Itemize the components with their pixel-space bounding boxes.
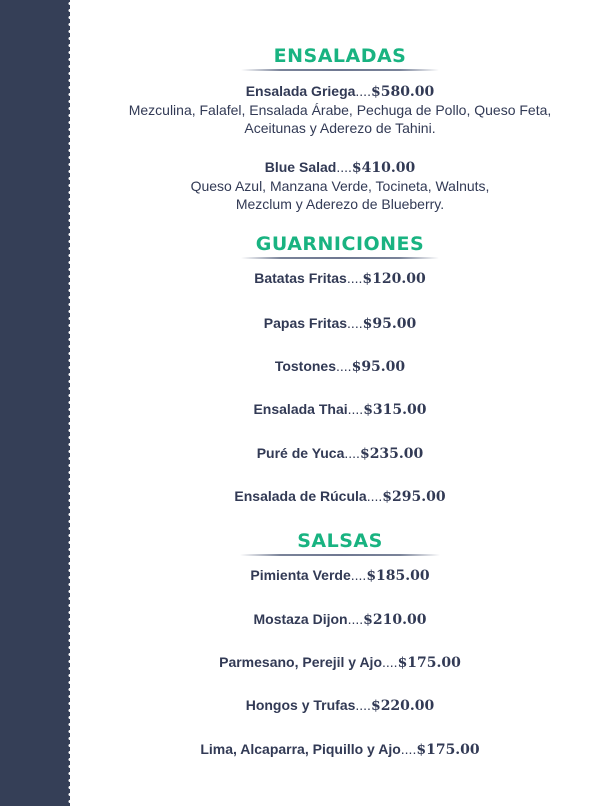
item-name: Ensalada Thai [253, 401, 348, 417]
item-dots: .... [400, 741, 417, 757]
item-description: Queso Azul, Manzana Verde, Tocineta, Walnuts, [190, 178, 490, 194]
section-title: GUARNICIONES [255, 233, 425, 255]
item-price: $315.00 [363, 402, 427, 418]
decorative-side-bar [0, 0, 70, 806]
item-dots: .... [350, 567, 367, 583]
item-price: $120.00 [362, 271, 426, 287]
section-divider [240, 554, 440, 556]
section-ensaladas [95, 45, 585, 71]
section-title: ENSALADAS [273, 45, 407, 67]
item-dots: .... [355, 83, 371, 99]
menu-item [95, 653, 585, 672]
item-description: Mezculina, Falafel, Ensalada Árabe, Pechuga de Pollo, Queso Feta, [128, 102, 552, 118]
item-price: $185.00 [366, 568, 430, 584]
section-salsas [95, 530, 585, 556]
item-dots: .... [382, 654, 398, 670]
item-price: $220.00 [370, 698, 435, 714]
item-price: $580.00 [370, 84, 435, 100]
item-name: Blue Salad [264, 159, 337, 175]
item-price: $295.00 [382, 489, 446, 505]
item-name: Ensalada de Rúcula [234, 488, 367, 504]
menu-item [95, 400, 585, 419]
menu-item [95, 610, 585, 629]
item-dots: .... [355, 697, 371, 713]
item-price: $95.00 [362, 316, 417, 332]
item-name: Mostaza Dijon [253, 611, 348, 627]
item-dots: .... [366, 488, 383, 504]
item-name: Tostones [274, 358, 337, 374]
menu-item [95, 487, 585, 506]
item-name: Pimienta Verde [250, 567, 351, 583]
item-dots: .... [346, 270, 363, 286]
menu-item [95, 444, 585, 463]
section-title: SALSAS [297, 530, 383, 552]
item-name: Puré de Yuca [256, 445, 345, 461]
menu-item [95, 158, 585, 213]
item-dots: .... [347, 611, 364, 627]
section-divider [241, 69, 439, 71]
item-name: Hongos y Trufas [245, 697, 356, 713]
menu-item [95, 566, 585, 585]
item-description: Mezclum y Aderezo de Blueberry. [235, 196, 445, 212]
section-divider [241, 257, 439, 259]
item-name: Parmesano, Perejil y Ajo [219, 654, 382, 670]
section-guarniciones [95, 233, 585, 259]
item-price: $210.00 [363, 612, 427, 628]
item-dots: .... [336, 358, 352, 374]
menu-item [95, 82, 585, 137]
menu-item [95, 314, 585, 333]
item-price: $175.00 [397, 655, 461, 671]
menu-item [95, 357, 585, 376]
item-name: Batatas Fritas [254, 270, 347, 286]
item-price: $95.00 [351, 359, 406, 375]
item-price: $175.00 [416, 742, 480, 758]
menu-item [95, 269, 585, 288]
item-description: Aceitunas y Aderezo de Tahini. [244, 120, 436, 136]
item-price: $410.00 [351, 160, 416, 176]
item-name: Papas Fritas [263, 315, 348, 331]
item-dots: .... [347, 315, 363, 331]
menu-item [95, 696, 585, 715]
item-name: Ensalada Griega [245, 83, 356, 99]
item-dots: .... [347, 401, 364, 417]
item-name: Lima, Alcaparra, Piquillo y Ajo [200, 741, 401, 757]
item-dots: .... [336, 159, 352, 175]
menu-item [95, 740, 585, 759]
item-price: $235.00 [359, 446, 424, 462]
item-dots: .... [344, 445, 360, 461]
